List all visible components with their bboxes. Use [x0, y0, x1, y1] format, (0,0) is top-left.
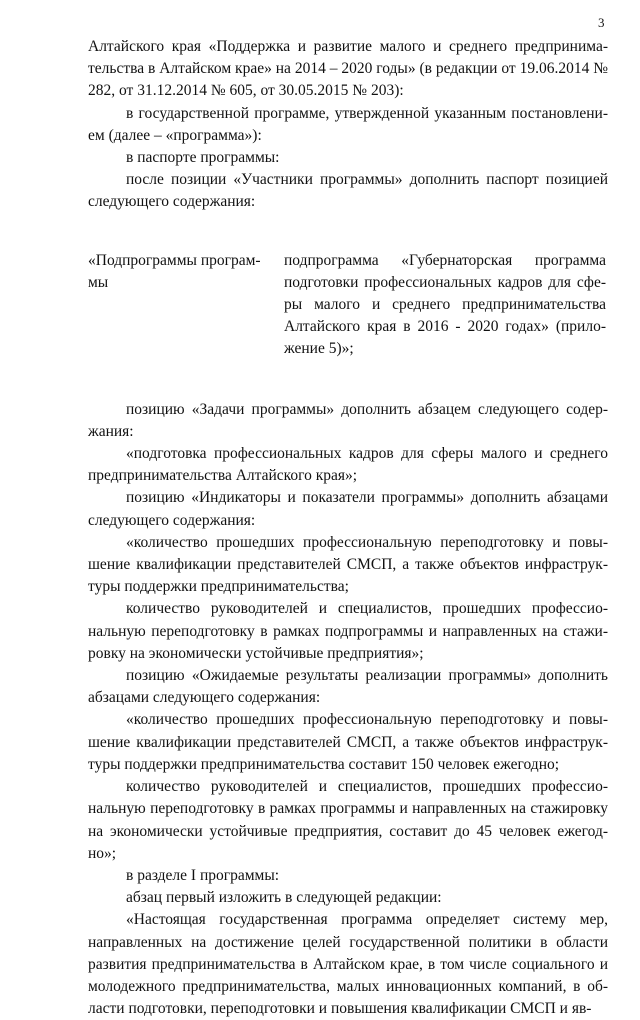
intro-paragraph: Алтайского края «Поддержка и развитие малого и среднего предпринима-тельства в Алтайском крае» на 2014 – 2020 годы» (в редакции от 19.06.2014 № 282, от 31.12.2014 № 605, от 30.05.2015 № 203):	[88, 38, 608, 100]
paragraph: «Настоящая государственная программа определяет систему мер, направленных на достижение целей государственной политики в области развития предпринимательства в Алтайском крае, в том числе социального и молодежного предпринимательства, малых инновационных компаний, в об-ласти подготовки, переподготовки и повышения квалификации СМСП и яв-	[88, 911, 608, 1018]
paragraph: позицию «Задачи программы» дополнить абзацем следующего содер-жания:	[88, 400, 608, 440]
paragraph: после позиции «Участники программы» дополнить паспорт позицией следующего содержания:	[88, 171, 608, 211]
paragraph: в государственной программе, утвержденной указанным постановлени-ем (далее – «программа»):	[88, 104, 608, 144]
table-cell-right-text: подпрограмма «Губернаторская программа подготовки профессиональных кадров для сфе-ры малого и среднего предпринимательства Алтайского края в 2016 - 2020 годах» (прило-жение 5)»;	[284, 251, 606, 358]
paragraph: количество руководителей и специалистов, прошедших профессио-нальную переподготовку в рамках подпрограммы и направленных на стажи-ровку на экономически устойчивые предприятия»;	[88, 600, 608, 662]
paragraph: количество руководителей и специалистов, прошедших профессио-нальную переподготовку в рамках программы и направленных на стажировку на экономически устойчивые предприятия, составит до 45 человек ежегод-но»;	[88, 778, 608, 862]
paragraph: в разделе I программы:	[126, 866, 280, 884]
paragraph: позицию «Ожидаемые результаты реализации программы» дополнить абзацами следующего содержания:	[88, 667, 608, 707]
page-number: 3	[598, 15, 605, 30]
paragraph: позицию «Индикаторы и показатели программы» дополнить абзацами следующего содержания:	[88, 489, 608, 529]
paragraph: абзац первый изложить в следующей редакции:	[126, 889, 442, 907]
paragraph: «количество прошедших профессиональную переподготовку и повы-шение квалификации представителей СМСП, а также объектов инфраструк-туры поддержки предпринимательства;	[88, 533, 608, 596]
passport-table	[88, 250, 608, 361]
document-body	[88, 36, 608, 1020]
paragraph: «подготовка профессиональных кадров для сферы малого и среднего предпринимательства Алтайского края»;	[88, 445, 608, 485]
paragraph: «количество прошедших профессиональную переподготовку и повы-шение квалификации представителей СМСП, а также объектов инфраструк-туры поддержки предпринимательства составит 150 человек ежегодно;	[88, 711, 608, 773]
table-cell-right	[284, 250, 606, 361]
table-cell-left: «Подпрограммы програм-мы	[88, 251, 261, 291]
paragraph: в паспорте программы:	[126, 149, 280, 167]
